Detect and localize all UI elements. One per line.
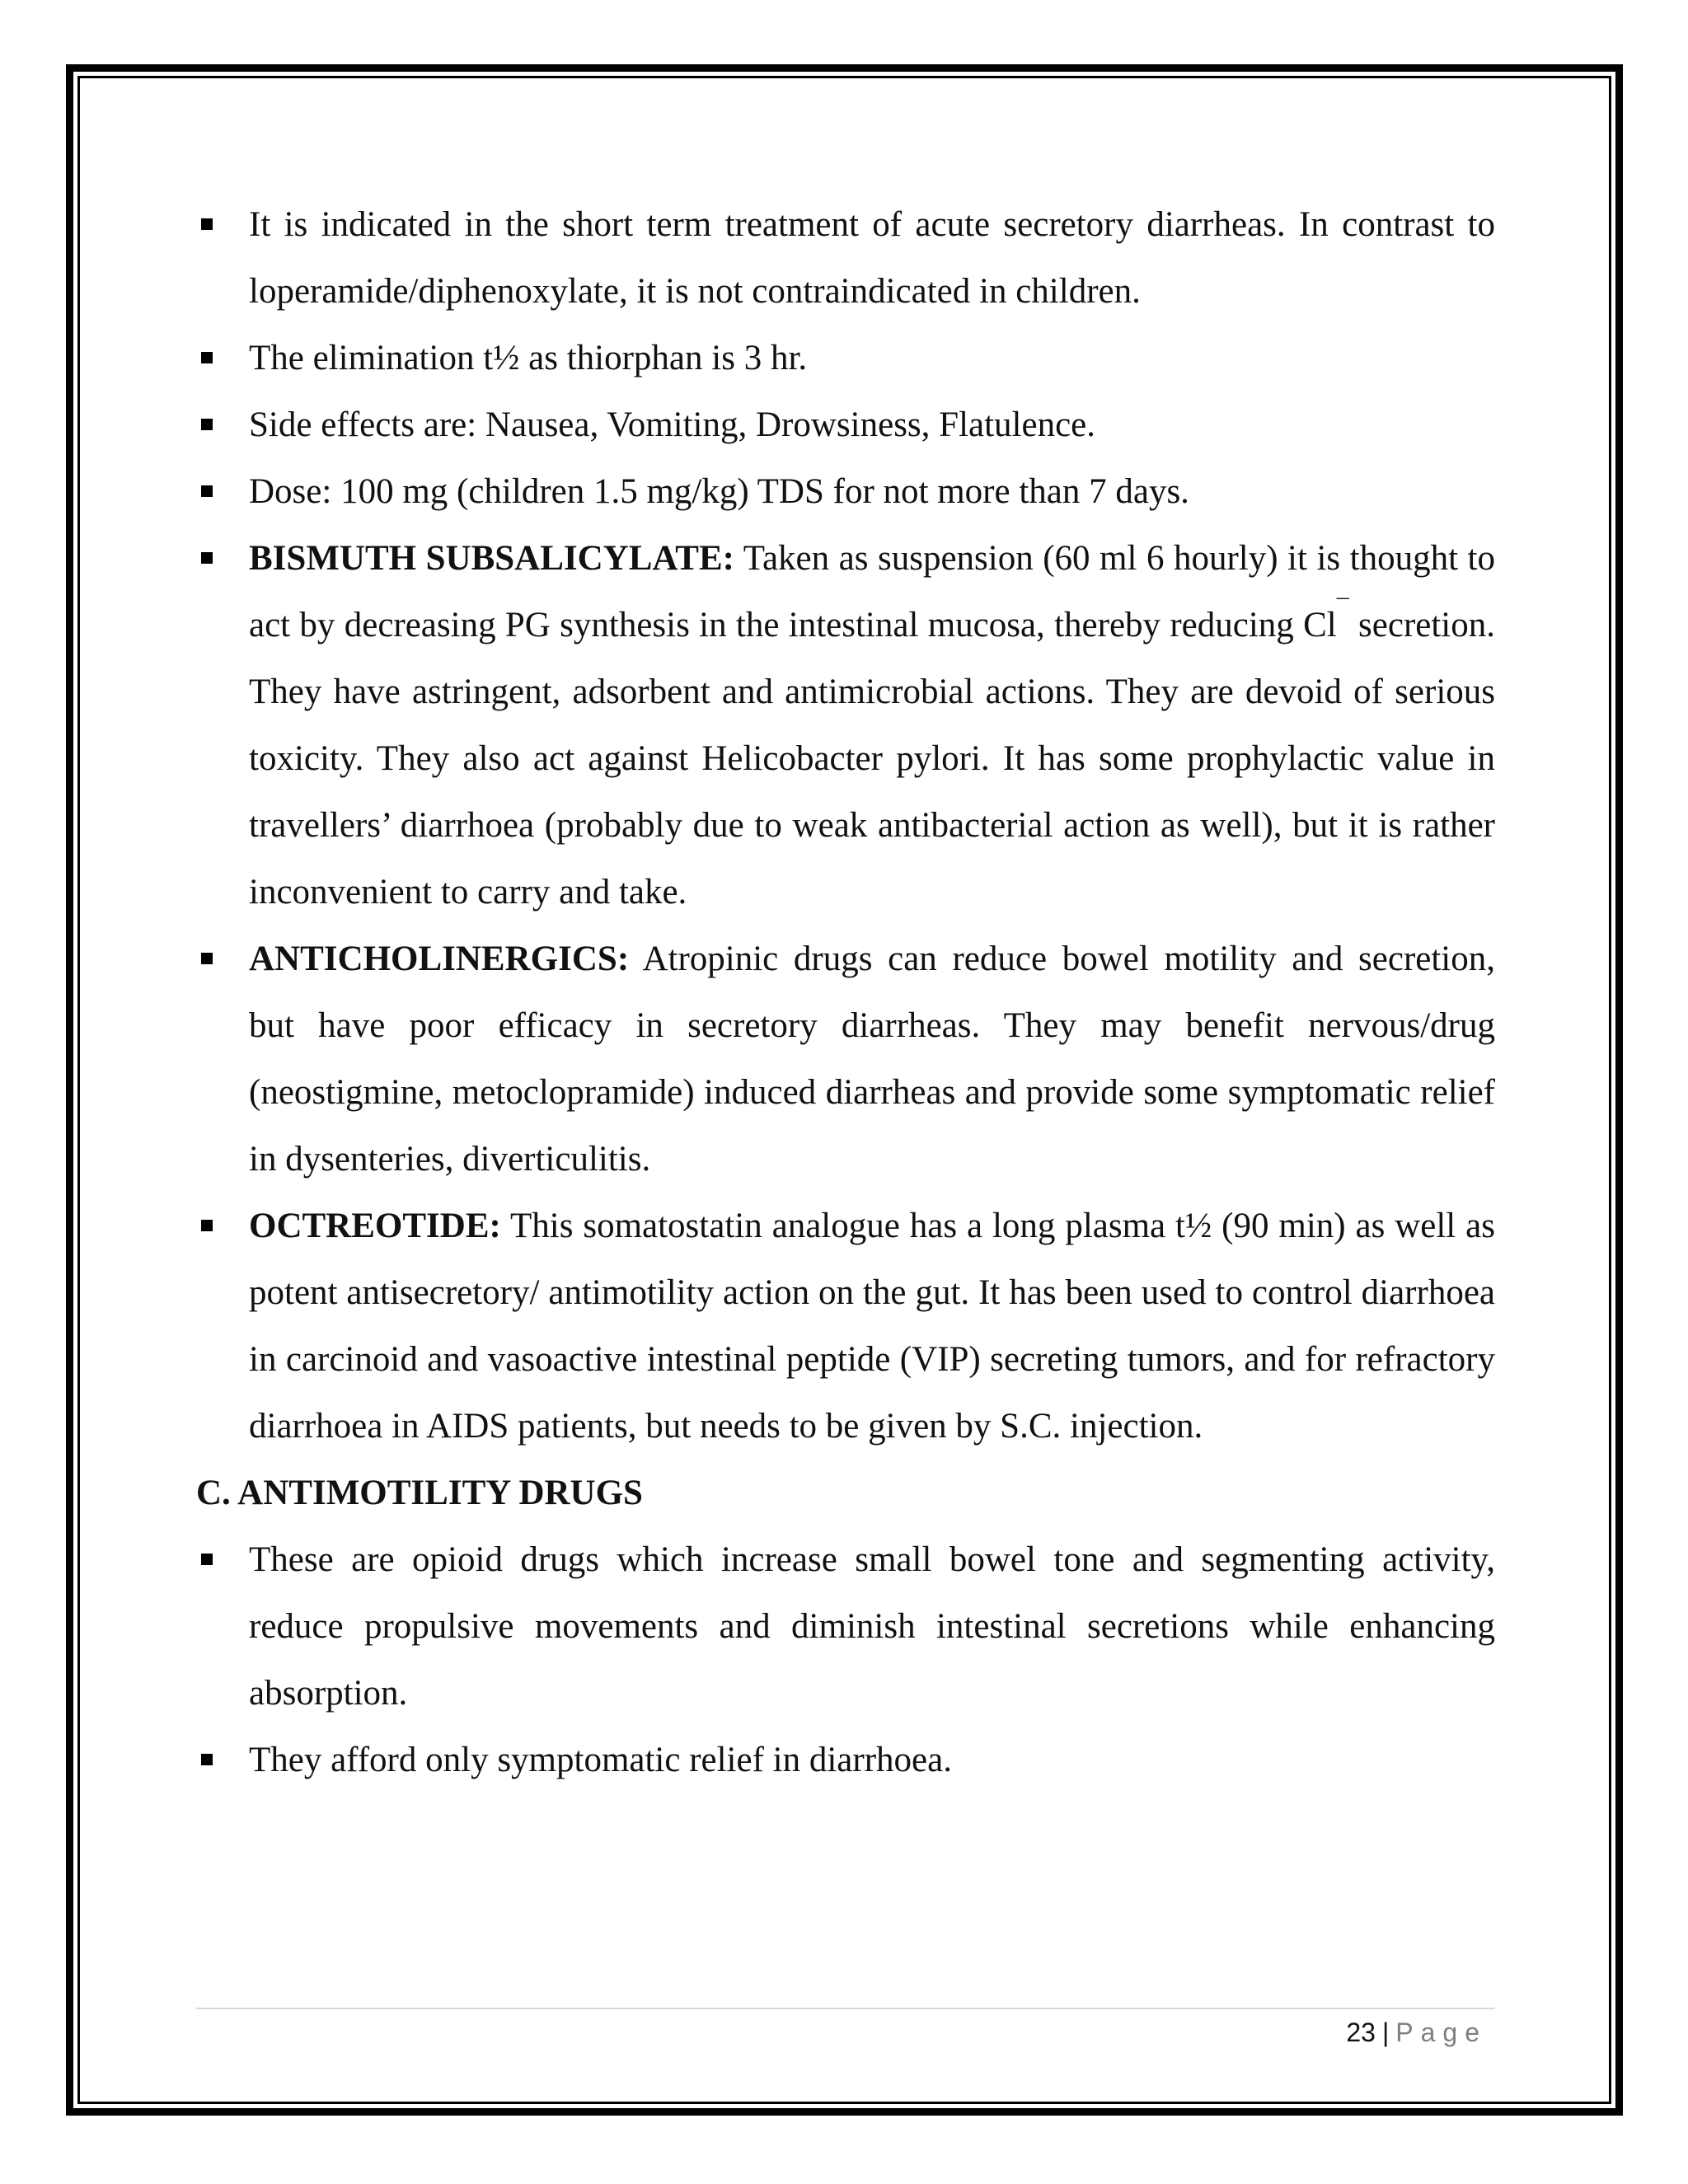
section-heading: C. ANTIMOTILITY DRUGS bbox=[196, 1474, 643, 1512]
bullet-item-anticholinergics bbox=[196, 926, 1495, 1193]
bullet-text: These are opioid drugs which increase small bowel tone and segmenting activity, reduce propulsive movements and diminish intestinal secretions while enhancing absorption. bbox=[249, 1540, 1495, 1713]
bullet-text-continued: secretion. They have astringent, adsorbent and antimicrobial actions. They are devoid of serious toxicity. They also act against Helicobacter pylori. It has some prophylactic value in travellers’ diarrhoea (probably due to weak antibacterial action as well), but it is rather inconvenient to carry and take. bbox=[249, 606, 1495, 912]
square-bullet-icon bbox=[201, 419, 213, 430]
square-bullet-icon bbox=[201, 218, 213, 230]
page-footer bbox=[1346, 2016, 1487, 2049]
bullet-item bbox=[196, 1727, 1495, 1793]
superscript-mark: ¯ bbox=[1336, 595, 1349, 622]
square-bullet-icon bbox=[201, 352, 213, 363]
bullet-text: Dose: 100 mg (children 1.5 mg/kg) TDS for not more than 7 days. bbox=[249, 472, 1189, 511]
footer-divider bbox=[196, 2008, 1495, 2009]
bullet-text: This somatostatin analogue has a long plasma t½ (90 min) as well as potent antisecretory/ antimotility action on the gut. It has been used to control diarrhoea in carcinoid and vasoactive intestinal peptide (VIP) secreting tumors, and for refractory diarrhoea in AIDS patients, but needs to be given by S.C. injection. bbox=[249, 1207, 1495, 1446]
square-bullet-icon bbox=[201, 552, 213, 564]
document-body bbox=[196, 191, 1495, 1793]
bullet-text: The elimination t½ as thiorphan is 3 hr. bbox=[249, 339, 808, 377]
square-bullet-icon bbox=[201, 1754, 213, 1765]
bullet-item-bismuth bbox=[196, 525, 1495, 926]
square-bullet-icon bbox=[201, 1220, 213, 1231]
bullet-item-octreotide bbox=[196, 1193, 1495, 1460]
bullet-item bbox=[196, 458, 1495, 525]
bullet-item bbox=[196, 391, 1495, 458]
bullet-text: Side effects are: Nausea, Vomiting, Drowsiness, Flatulence. bbox=[249, 405, 1096, 444]
footer-separator: | bbox=[1381, 2018, 1390, 2047]
bullet-item bbox=[196, 191, 1495, 325]
bullet-text: It is indicated in the short term treatment of acute secretory diarrheas. In contrast to loperamide/diphenoxylate, it is not contraindicated in children. bbox=[249, 205, 1495, 311]
bullet-lead-term: BISMUTH SUBSALICYLATE: bbox=[249, 539, 734, 578]
bullet-text: Taken as suspension (60 ml 6 hourly) it is thought to act by decreasing PG synthesis in the intestinal mucosa, thereby reducing Cl bbox=[249, 539, 1495, 644]
bullet-text: They afford only symptomatic relief in diarrhoea. bbox=[249, 1741, 952, 1779]
square-bullet-icon bbox=[201, 485, 213, 497]
bullet-item bbox=[196, 325, 1495, 391]
bullet-lead-term: ANTICHOLINERGICS: bbox=[249, 940, 630, 978]
page-number: 23 bbox=[1346, 2018, 1376, 2047]
square-bullet-icon bbox=[201, 953, 213, 964]
page-label: Page bbox=[1395, 2018, 1487, 2047]
bullet-text: Atropinic drugs can reduce bowel motility and secretion, but have poor efficacy in secretory diarrheas. They may benefit nervous/drug (neostigmine, metoclopramide) induced diarrheas and provide some symptomatic relief in dysenteries, diverticulitis. bbox=[249, 940, 1495, 1179]
bullet-item bbox=[196, 1526, 1495, 1727]
bullet-lead-term: OCTREOTIDE: bbox=[249, 1207, 501, 1245]
square-bullet-icon bbox=[201, 1554, 213, 1565]
